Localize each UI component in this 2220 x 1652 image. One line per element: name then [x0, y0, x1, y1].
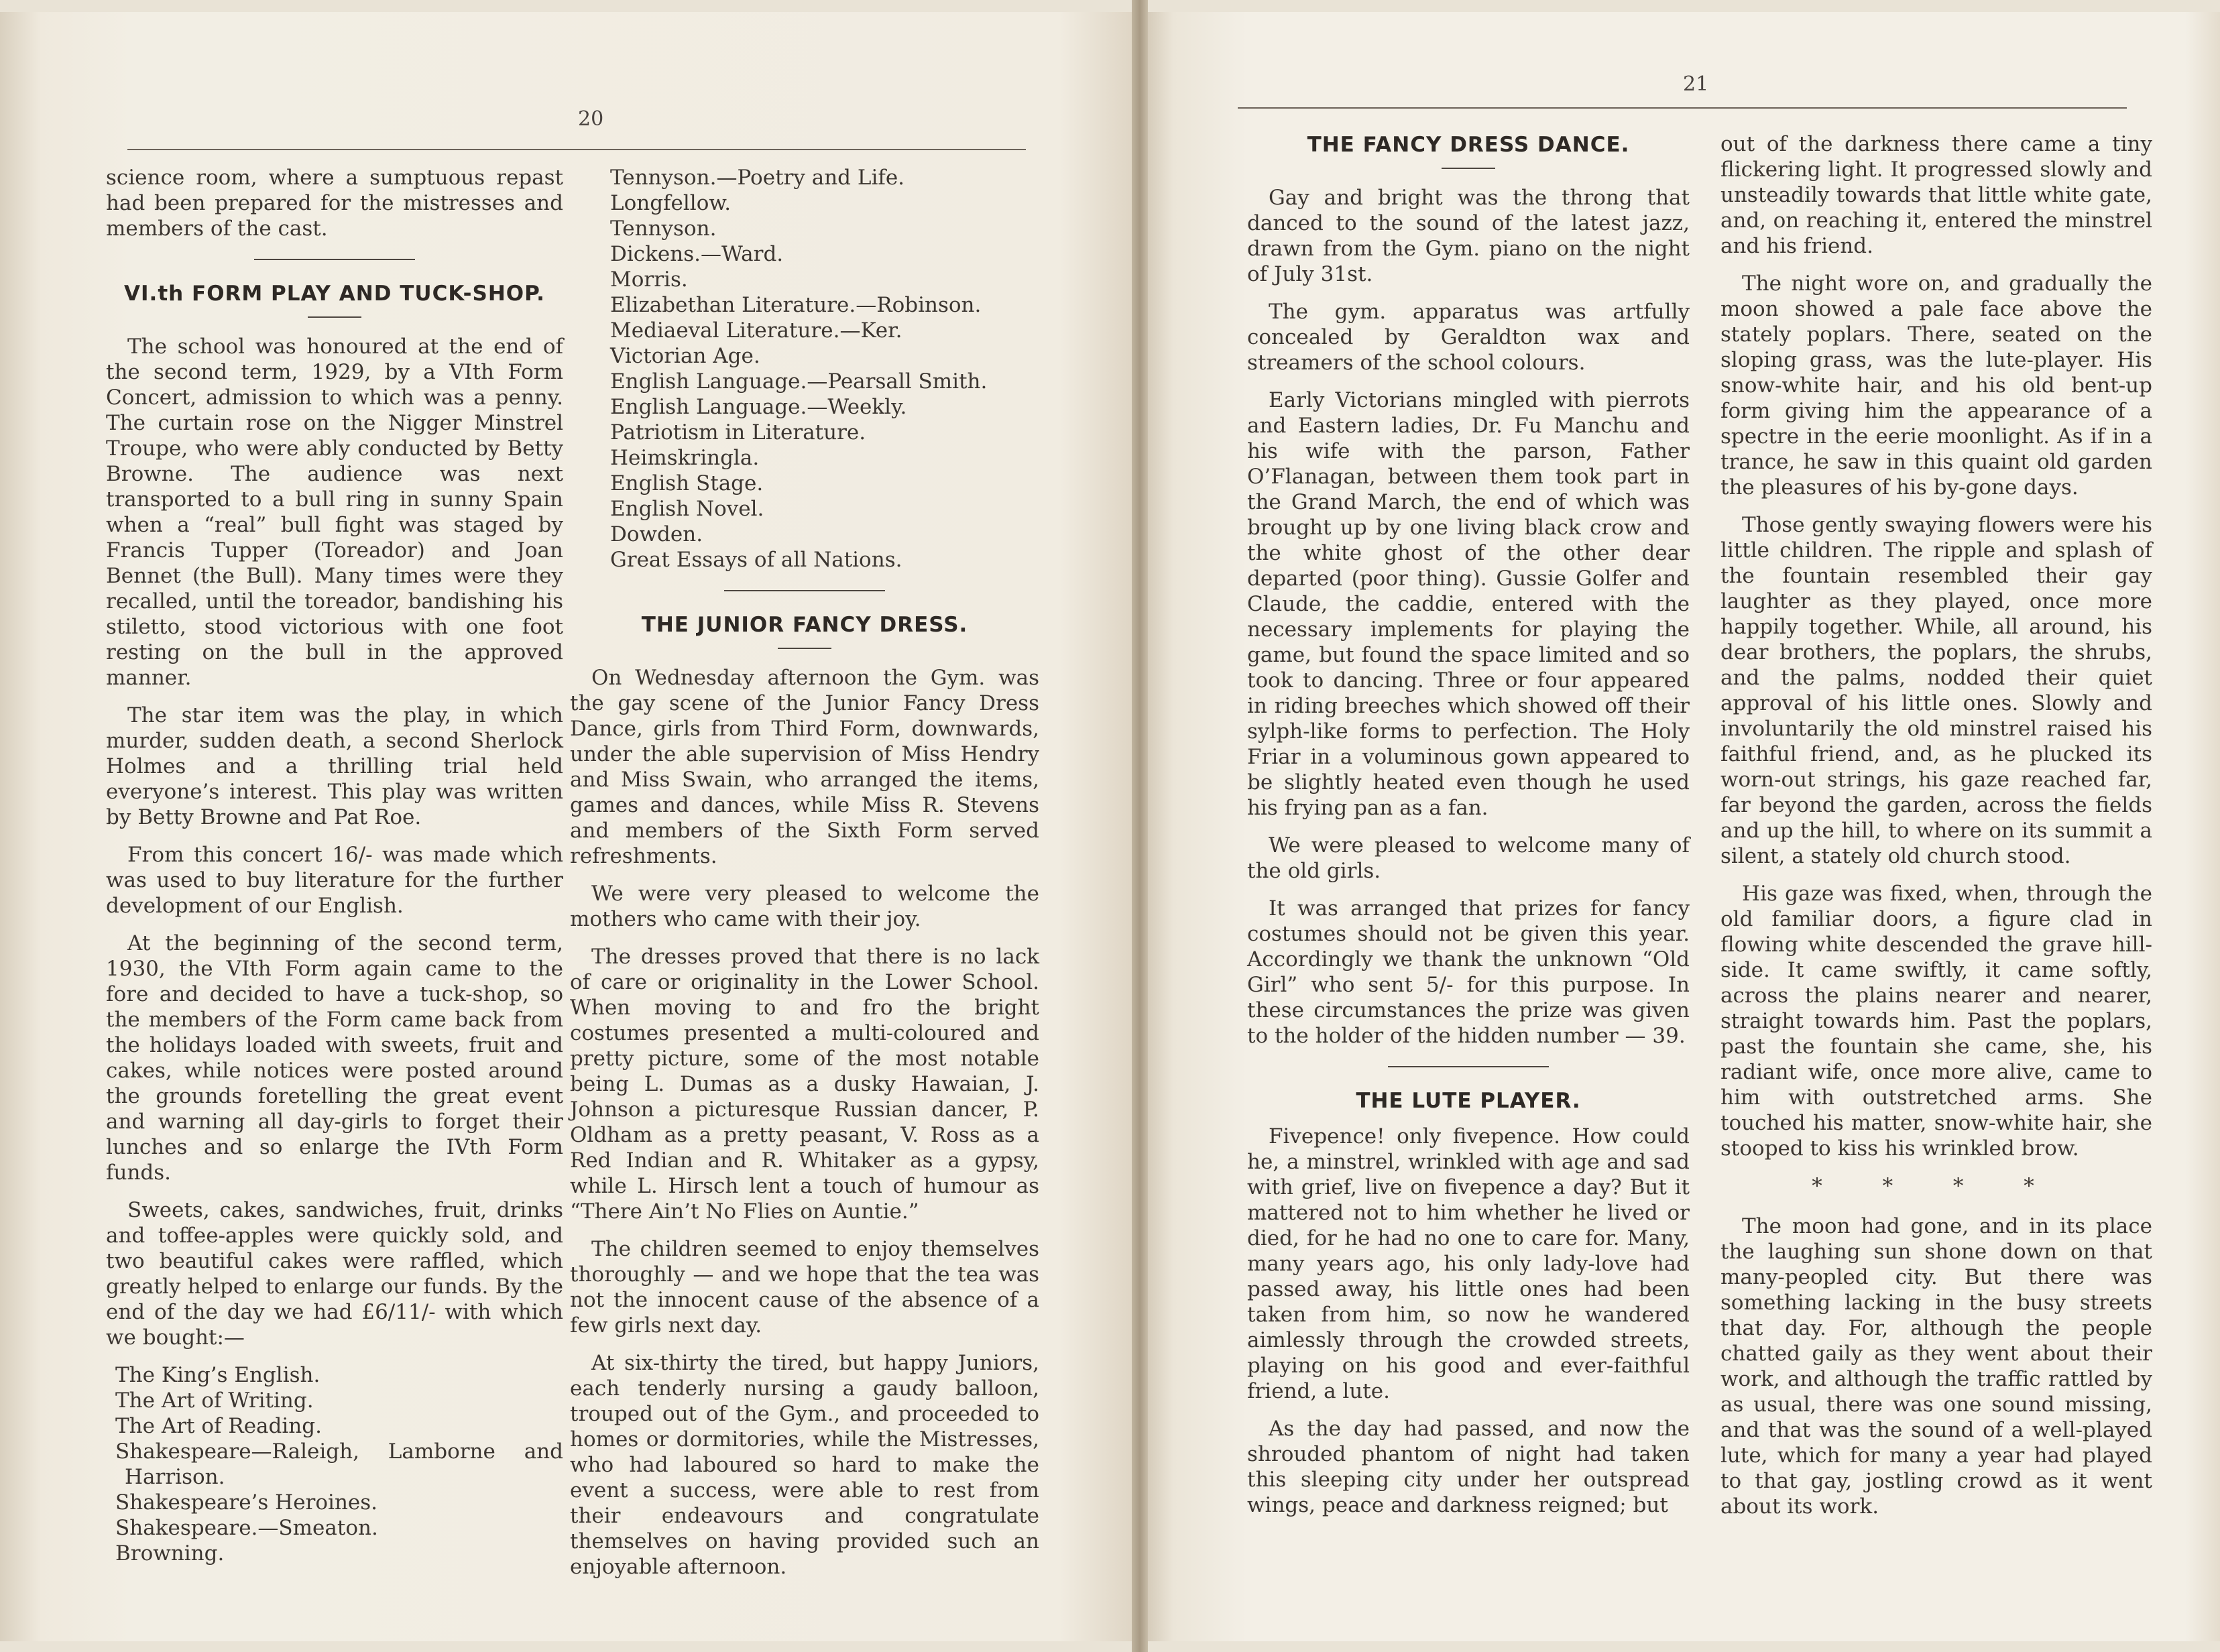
book-item: Dowden. [610, 522, 703, 546]
paragraph: The star item was the play, in which murder, sudden death, a second Sherlock Holmes and a thrilling trial held everyone’s interest. This play was written by Betty Browne and Pat Roe. [106, 703, 563, 829]
title-underline [778, 648, 831, 649]
paragraph: The school was honoured at the end of the second term, 1929, by a VIth Form Concert, admission to which was a penny. The curtain rose on the Nigger Minstrel Troupe, who were ably conducted by Betty Browne. The audience was next transported to a bull ring in sunny Spain when a “real” bull fight was staged by Francis Tupper (Toreador) and Joan Bennet (the Bull). Many times were they recalled, until the toreador, bandishing his stiletto, stood victorious with one foot resting on the bull in the approved manner. [106, 335, 563, 690]
left-column-1 [106, 165, 563, 1572]
book-item: Great Essays of all Nations. [610, 548, 902, 572]
book-item: Longfellow. [610, 191, 732, 215]
paragraph: The night wore on, and gradually the moon showed a pale face above the stately poplars. There, seated on the sloping grass, was the lute-player. His snow-white hair, and his old bent-up form giving him the appearance of a spectre in the eerie moonlight. As if in a trance, he saw in this quaint old garden the pleasures of his by-gone days. [1720, 272, 2152, 499]
section-divider [1388, 1066, 1549, 1067]
book-item: Heimskringla. [610, 446, 760, 470]
paragraph: The children seemed to enjoy themselves thoroughly — and we hope that the tea was not the innocent cause of the absence of a few girls next day. [570, 1237, 1039, 1338]
header-rule-right [1238, 107, 2127, 109]
paragraph: The gym. apparatus was artfully concealed by Geraldton wax and streamers of the school colours. [1247, 300, 1690, 375]
paragraph: It was arranged that prizes for fancy costumes should not be given this year. Accordingly we thank the unknown “Old Girl” who sent 5/- for this purpose. In these circumstances the prize was given to the holder of the hidden number — 39. [1247, 896, 1690, 1048]
section-divider [724, 590, 885, 591]
book-item: Victorian Age. [610, 344, 760, 368]
paragraph: Early Victorians mingled with pierrots and Eastern ladies, Dr. Fu Manchu and his wife with the parson, Father O’Flanagan, between them took part in the Grand March, the end of which was brought up by one living black crow and the white ghost of the other dear departed (poor thing). Gussie Golfer and Claude, the caddie, entered with the necessary implements for playing the game, but found the space limited and so took to dancing. Three or four appeared in riding breeches which showed off their sylph-like forms to perfection. The Holy Friar in a voluminous gown appeared to be slightly heated even though he used his frying pan as a fan. [1247, 388, 1690, 820]
book-item: Shakespeare—Raleigh, Lamborne and Harrison. [115, 1439, 563, 1489]
section-title-junior-fancy-dress: THE JUNIOR FANCY DRESS. [641, 613, 968, 637]
book-item: The Art of Reading. [115, 1414, 322, 1438]
book-item: Tennyson.—Poetry and Life. [610, 166, 905, 190]
paragraph: His gaze was fixed, when, through the old familiar doors, a figure clad in flowing white descended the grave hill-side. It came swiftly, it came softly, across the plains nearer and nearer, straight towards him. Past the poplars, past the fountain she came, she, his radiant wife, once more alive, came to him with outstretched arms. She touched his matter, snow-white hair, she stooped to kiss his wrinkled brow. [1720, 882, 2152, 1161]
book-item: English Novel. [610, 497, 764, 521]
book-item: Tennyson. [610, 217, 717, 241]
paragraph: We were pleased to welcome many of the old girls. [1247, 833, 1690, 883]
book-item: Shakespeare.—Smeaton. [115, 1516, 378, 1540]
paragraph: The dresses proved that there is no lack of care or originality in the Lower School. When moving to and fro the bright costumes presented a multi-coloured and pretty picture, some of the most notable being L. Dumas as a dusky Hawaian, J. Johnson a picturesque Russian dancer, P. Oldham as a pretty peasant, V. Ross as a Red Indian and R. Whitaker as a gypsy, while L. Hirsch lent a touch of humour as “There Ain’t No Flies on Auntie.” [570, 945, 1039, 1224]
book-item: English Stage. [610, 471, 764, 495]
paragraph: At six-thirty the tired, but happy Juniors, each tenderly nursing a gaudy balloon, trouped out of the Gym., and proceeded to homes or dormitories, while the Mistresses, who had laboured so hard to make the event a success, were able to rest from their endeavours and congratulate themselves on having provided such an enjoyable afternoon. [570, 1351, 1039, 1579]
section-title-lute-player: THE LUTE PLAYER. [1356, 1089, 1581, 1113]
paragraph: As the day had passed, and now the shrouded phantom of night had taken this sleeping city under her outspread wings, peace and darkness reigned; but [1247, 1417, 1690, 1517]
book-item: English Language.—Pearsall Smith. [610, 369, 988, 394]
paragraph: Those gently swaying flowers were his little children. The ripple and splash of the fountain resembled their gay laughter as they played, once more happily together. While, all around, his dear brothers, the poplars, the shrubs, and the palms, nodded their quiet approval of his little ones. Slowly and involuntarily the old minstrel raised his faithful friend, and, as he plucked its worn-out strings, his gaze reached far, far beyond the garden, across the fields and up the hill, to where on its summit a silent, a stately old church stood. [1720, 513, 2152, 868]
page-number-left: 20 [578, 107, 604, 131]
book-item: Morris. [610, 268, 688, 292]
paragraph: We were very pleased to welcome the mothers who came with their joy. [570, 882, 1039, 931]
section-title-form-play: VI.th FORM PLAY AND TUCK-SHOP. [124, 282, 545, 306]
book-list [106, 1362, 563, 1566]
intro-paragraph: science room, where a sumptuous repast had been prepared for the mistresses and members of the cast. [106, 166, 563, 241]
paragraph: At the beginning of the second term, 1930, the VIth Form again came to the fore and decided to have a tuck-shop, so the members of the Form came back from the holidays loaded with sweets, fruit and cakes, while notices were posted around the grounds foretelling the great event and warning all day-girls to forget their lunches and so enlarge the IVth Form funds. [106, 931, 563, 1185]
book-item: Shakespeare’s Heroines. [115, 1490, 378, 1515]
paragraph: The moon had gone, and in its place the laughing sun shone down on that many-peopled city. But there was something lacking in the busy streets that day. For, although the people chatted gaily as they went about their work, and although the traffic rattled by as usual, there was one sound missing, and that was the sound of a well-played lute, which for many a year had played to that gay, jostling crowd as it went about its work. [1720, 1214, 2152, 1519]
book-item: Browning. [115, 1541, 225, 1566]
paragraph: Fivepence! only fivepence. How could he, a minstrel, wrinkled with age and sad with grief, live on fivepence a day? But it mattered not to him whether he lived or died, for he had no one to care for. Many, many years ago, his only lady-love had passed away, his little ones had been taken from him, so now he wandered aimlessly through the crowded streets, playing on his good and ever-faithful friend, a lute. [1247, 1124, 1690, 1403]
page-number-right: 21 [1683, 72, 1709, 96]
book-item: English Language.—Weekly. [610, 395, 907, 419]
paragraph: out of the darkness there came a tiny flickering light. It progressed slowly and unsteadily towards that little white gate, and, on reaching it, entered the minstrel and his friend. [1720, 132, 2152, 258]
book-item: Patriotism in Literature. [610, 420, 866, 445]
section-title-fancy-dress-dance: THE FANCY DRESS DANCE. [1307, 133, 1630, 157]
book-item: The Art of Writing. [115, 1389, 314, 1413]
right-column-2 [1720, 131, 2152, 1531]
left-column-2 [570, 165, 1039, 1592]
paragraph: From this concert 16/- was made which was used to buy literature for the further development of our English. [106, 843, 563, 918]
book-item: Dickens.—Ward. [610, 242, 784, 266]
title-underline [308, 316, 361, 318]
book-list-continued [610, 165, 1039, 573]
book-item: The King’s English. [115, 1363, 320, 1387]
book-item: Elizabethan Literature.—Robinson. [610, 293, 982, 317]
book-gutter [1132, 0, 1148, 1652]
paragraph: On Wednesday afternoon the Gym. was the gay scene of the Junior Fancy Dress Dance, girls from Third Form, downwards, under the able supervision of Miss Hendry and Miss Swain, who arranged the items, games and dances, while Miss R. Stevens and members of the Sixth Form served refreshments. [570, 666, 1039, 868]
section-divider [254, 259, 415, 260]
header-rule-left [127, 149, 1026, 150]
section-stars: * * * * [1812, 1174, 2061, 1198]
paragraph: Gay and bright was the throng that danced to the sound of the latest jazz, drawn from the Gym. piano on the night of July 31st. [1247, 186, 1690, 286]
right-column-1 [1247, 131, 1690, 1530]
title-underline [1442, 168, 1495, 169]
paragraph: Sweets, cakes, sandwiches, fruit, drinks and toffee-apples were quickly sold, and two beautiful cakes were raffled, which greatly helped to enlarge our funds. By the end of the day we had £6/11/- with which we bought:— [106, 1198, 563, 1350]
book-item: Mediaeval Literature.—Ker. [610, 318, 902, 343]
